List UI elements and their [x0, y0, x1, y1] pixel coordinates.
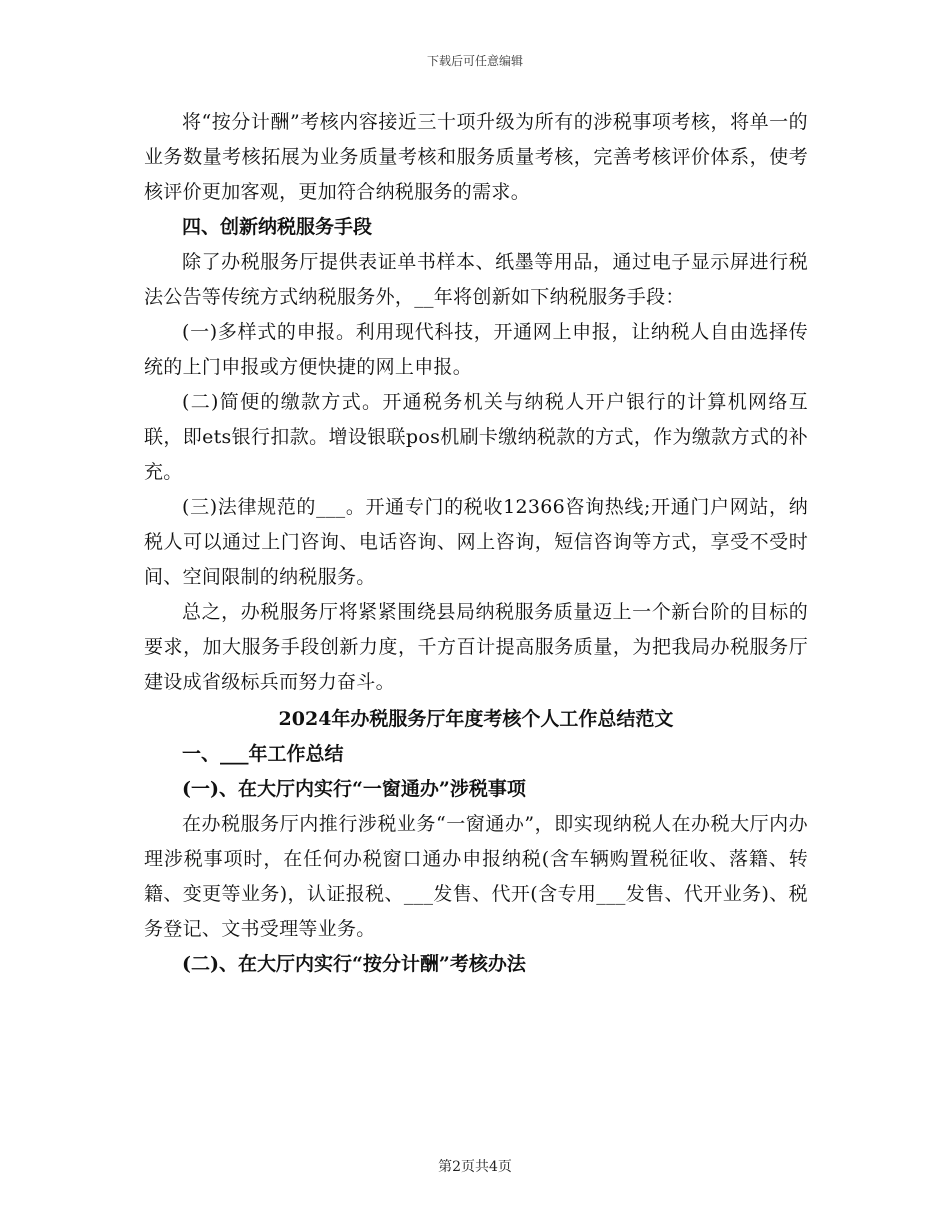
paragraph-payment-method: (二)简便的缴款方式。开通税务机关与纳税人开户银行的计算机网络互联，即ets银行扣款。增设银联pos机刷卡缴纳税款的方式，作为缴款方式的补充。	[144, 391, 808, 483]
paragraph-conclusion: 总之，办税服务厅将紧紧围绕县局纳税服务质量迈上一个新台阶的目标的要求，加大服务手段创新力度，千方百计提高服务质量，为把我局办税服务厅建设成省级标兵而努力奋斗。	[144, 601, 808, 693]
paragraph-one-window: 在办税服务厅内推行涉税业务“一窗通办”，即实现纳税人在办税大厅内办理涉税事项时，在任何办税窗口通办申报纳税(含车辆购置税征收、落籍、转籍、变更等业务)，认证报税、___发售、代开(含专用___发售、代开业务)、税务登记、文书受理等业务。	[144, 813, 808, 940]
section-heading-innovate-service: 四、创新纳税服务手段	[182, 216, 373, 238]
section-heading-work-summary: 一、___年工作总结	[182, 743, 344, 765]
paragraph-service-means-intro: 除了办税服务厅提供表证单书样本、纸墨等用品，通过电子显示屏进行税法公告等传统方式纳税服务外，__年将创新如下纳税服务手段：	[144, 251, 808, 308]
subsection-heading-points-pay: (二)、在大厅内实行“按分计酬”考核办法	[182, 953, 526, 975]
paragraph-multi-declaration: (一)多样式的申报。利用现代科技，开通网上申报，让纳税人自由选择传统的上门申报或方便快捷的网上申报。	[144, 321, 808, 378]
page-number: 第2页共4页	[438, 1159, 512, 1175]
subsection-heading-one-window: (一)、在大厅内实行“一窗通办”涉税事项	[182, 778, 526, 800]
document-body	[144, 105, 808, 982]
paragraph-assessment-upgrade: 将“按分计酬”考核内容接近三十项升级为所有的涉税事项考核，将单一的业务数量考核拓展为业务质量考核和服务质量考核，完善考核评价体系，使考核评价更加客观，更加符合纳税服务的需求。	[144, 111, 808, 203]
paragraph-legal-consultation: (三)法律规范的___。开通专门的税收12366咨询热线;开通门户网站，纳税人可以通过上门咨询、电话咨询、网上咨询，短信咨询等方式，享受不受时间、空间限制的纳税服务。	[144, 496, 808, 588]
page-header: 下载后可任意编辑	[426, 54, 523, 68]
document-title: 2024年办税服务厅年度考核个人工作总结范文	[278, 708, 674, 730]
